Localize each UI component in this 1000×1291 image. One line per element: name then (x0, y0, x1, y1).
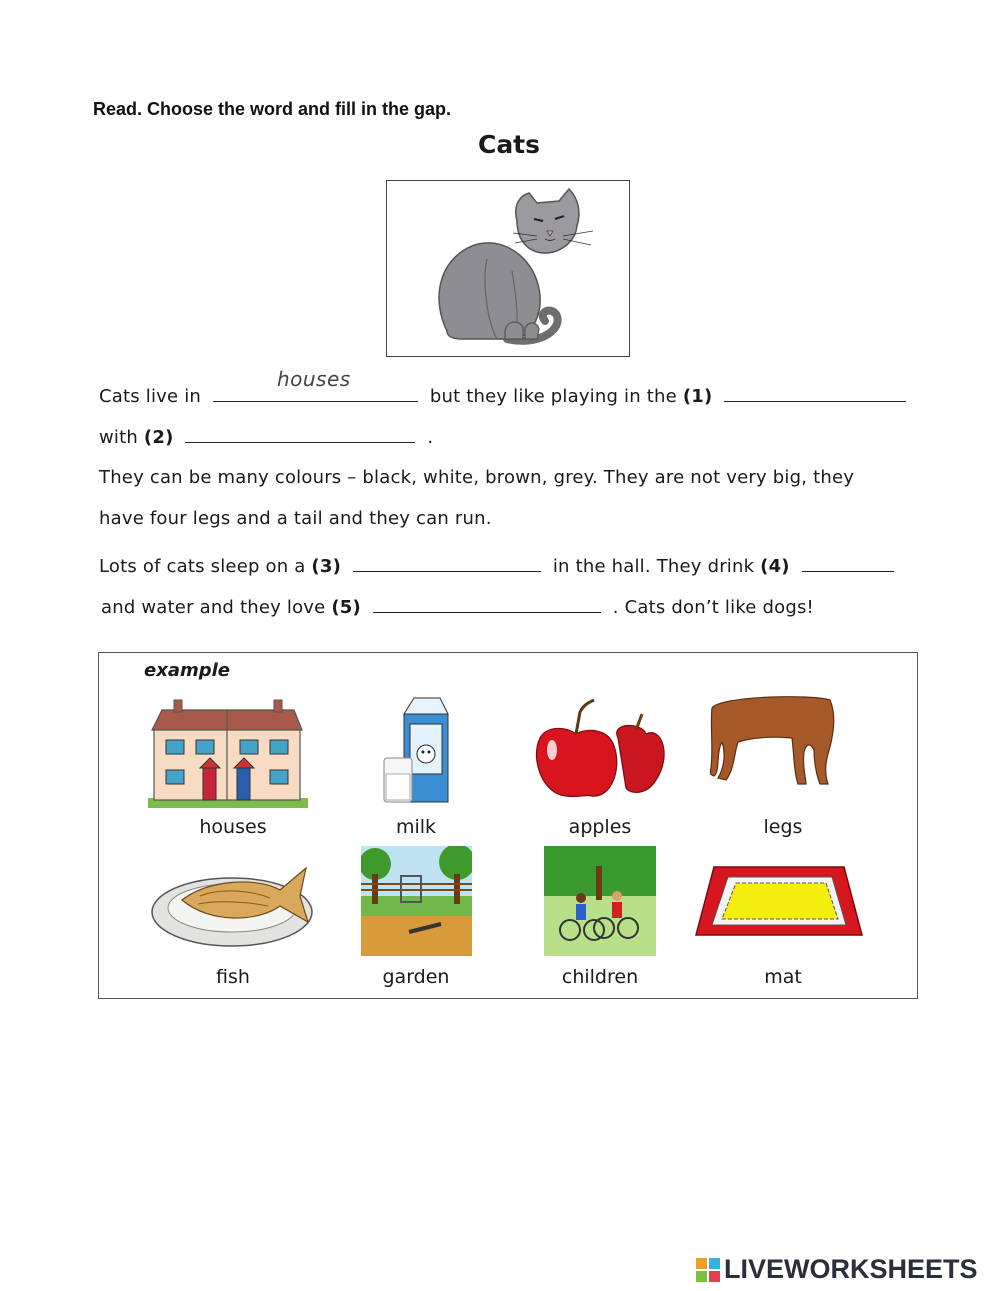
liveworksheets-mark-icon (696, 1258, 720, 1282)
houses-icon (148, 698, 308, 814)
passage-text: in the hall. They drink (552, 556, 755, 577)
gap-1-input[interactable] (724, 383, 906, 402)
mat-icon (694, 863, 864, 943)
garden-icon (361, 846, 472, 960)
gap-5-input[interactable] (373, 594, 601, 613)
cat-illustration (387, 181, 628, 355)
passage-line-2 (99, 424, 433, 448)
word-legs[interactable]: legs (763, 816, 803, 838)
passage-line-4 (101, 594, 814, 618)
gap-number-5: (5) (331, 597, 361, 618)
passage-text: Cats live in (99, 386, 202, 407)
instruction: Read. Choose the word and fill in the gap. (93, 99, 452, 119)
word-houses[interactable]: houses (199, 816, 267, 838)
gap-number-2: (2) (143, 427, 174, 448)
word-children[interactable]: children (561, 966, 639, 988)
word-mat[interactable]: mat (764, 966, 802, 988)
example-answer: houses (276, 367, 351, 391)
passage-text: . (427, 427, 434, 448)
liveworksheets-brand: LIVEWORKSHEETS (724, 1254, 978, 1284)
example-label: example (144, 660, 230, 681)
gap-3-input[interactable] (353, 553, 541, 572)
passage-line-1 (99, 367, 912, 407)
gap-4-input[interactable] (802, 553, 894, 572)
word-apples[interactable]: apples (568, 816, 632, 838)
legs-icon (710, 694, 840, 792)
gap-number-3: (3) (311, 556, 341, 577)
word-milk[interactable]: milk (395, 816, 437, 838)
passage-text: Lots of cats sleep on a (99, 556, 306, 577)
gap-2-input[interactable] (185, 424, 415, 443)
gap-number-1: (1) (682, 386, 713, 407)
passage-text: but they like playing in the (429, 386, 677, 407)
children-icon (544, 846, 656, 960)
fish-icon (150, 860, 320, 954)
passage-text: . Cats don’t like dogs! (612, 597, 814, 618)
example-gap (213, 367, 418, 402)
passage-text: and water and they love (101, 597, 326, 618)
page-title: Cats (477, 130, 541, 159)
cat-image-frame (386, 180, 630, 357)
passage-text: with (99, 427, 138, 448)
liveworksheets-logo (696, 1254, 978, 1285)
milk-icon (382, 694, 452, 810)
apples-icon (530, 698, 670, 806)
word-garden[interactable]: garden (382, 966, 450, 988)
word-fish[interactable]: fish (216, 966, 250, 988)
passage-paragraph-2-line-2: have four legs and a tail and they can run. (99, 508, 492, 529)
passage-paragraph-2-line-1: They can be many colours – black, white, brown, grey. They are not very big, they (99, 467, 855, 488)
passage-line-3 (99, 553, 900, 577)
gap-number-4: (4) (760, 556, 790, 577)
